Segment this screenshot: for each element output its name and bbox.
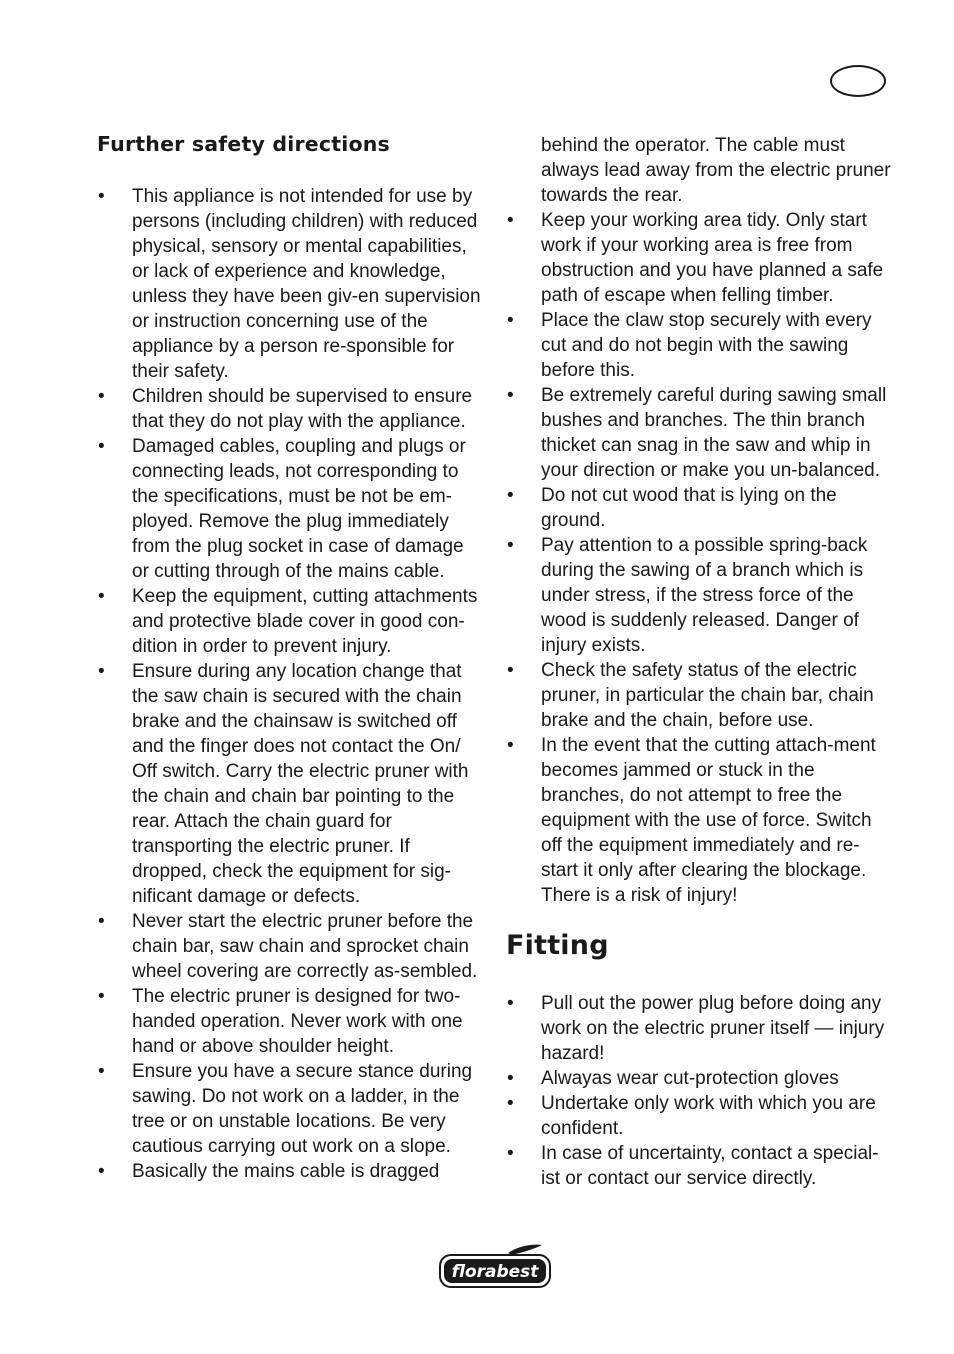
list-item: • Pay attention to a possible spring-back during the sawing of a branch which is under stress, if the stress force of the wood is suddenly released. Danger of injury exists. bbox=[506, 533, 891, 658]
list-item: • Basically the mains cable is dragged bbox=[97, 1159, 482, 1184]
list-item: • Pull out the power plug before doing any work on the electric pruner itself — injury hazard! bbox=[506, 991, 891, 1066]
list-item: • Damaged cables, coupling and plugs or connecting leads, not corresponding to the specifications, must be not be em-ployed. Remove the plug immediately from the plug socket in case of damage or cutting through of the mains cable. bbox=[97, 434, 482, 584]
brand-logo bbox=[438, 1243, 552, 1291]
list-item: • In case of uncertainty, contact a special-ist or contact our service directly. bbox=[506, 1141, 891, 1191]
list-item: • In the event that the cutting attach-ment becomes jammed or stuck in the branches, do not attempt to free the equipment with the use of force. Switch off the equipment immediately and re-start it only after clearing the blockage. There is a risk of injury! bbox=[506, 733, 891, 908]
list-item: • Undertake only work with which you are confident. bbox=[506, 1091, 891, 1141]
list-item: • Place the claw stop securely with every cut and do not begin with the sawing before this. bbox=[506, 308, 891, 383]
list-item: • Never start the electric pruner before the chain bar, saw chain and sprocket chain wheel covering are correctly as-sembled. bbox=[97, 909, 482, 984]
list-item: • Be extremely careful during sawing small bushes and branches. The thin branch thicket can snag in the saw and whip in your direction or make you un-balanced. bbox=[506, 383, 891, 483]
list-item: • This appliance is not intended for use by persons (including children) with reduced physical, sensory or mental capabilities, or lack of experience and knowledge, unless they have been giv-en supervision or instruction concerning use of the appliance by a person re-sponsible for their safety. bbox=[97, 184, 482, 384]
fitting-list bbox=[506, 991, 891, 1191]
list-item: • Ensure you have a secure stance during sawing. Do not work on a ladder, in the tree or on unstable locations. Be very cautious carrying out work on a slope. bbox=[97, 1059, 482, 1159]
list-item: • Check the safety status of the electric pruner, in particular the chain bar, chain brake and the chain, before use. bbox=[506, 658, 891, 733]
right-column bbox=[506, 130, 891, 1191]
safety-list-continued bbox=[506, 133, 891, 908]
safety-list bbox=[97, 184, 482, 1184]
list-item: • Children should be supervised to ensure that they do not play with the appliance. bbox=[97, 384, 482, 434]
section-heading-safety: Further safety directions bbox=[97, 132, 390, 156]
list-item: • Ensure during any location change that the saw chain is secured with the chain brake and the chainsaw is switched off and the finger does not contact the On/ Off switch. Carry the electric pruner with the chain and chain bar pointing to the rear. Attach the chain guard for transporting the electric pruner. If dropped, check the equipment for sig-nificant damage or defects. bbox=[97, 659, 482, 909]
logo-text: florabest bbox=[451, 1262, 539, 1282]
list-item: • Alwayas wear cut-protection gloves bbox=[506, 1066, 891, 1091]
list-item: • Do not cut wood that is lying on the ground. bbox=[506, 483, 891, 533]
list-item: • Keep the equipment, cutting attachments and protective blade cover in good con-dition in order to prevent injury. bbox=[97, 584, 482, 659]
section-heading-fitting: Fitting bbox=[506, 930, 609, 961]
left-column bbox=[97, 130, 482, 1184]
list-item-continuation: behind the operator. The cable must always lead away from the electric pruner towards the rear. bbox=[541, 135, 891, 206]
list-item: • The electric pruner is designed for two-handed operation. Never work with one hand or above shoulder height. bbox=[97, 984, 482, 1059]
list-item: • Keep your working area tidy. Only start work if your working area is free from obstruction and you have planned a safe path of escape when felling timber. bbox=[506, 208, 891, 308]
language-badge bbox=[830, 65, 886, 97]
logo-leaf bbox=[508, 1245, 542, 1255]
